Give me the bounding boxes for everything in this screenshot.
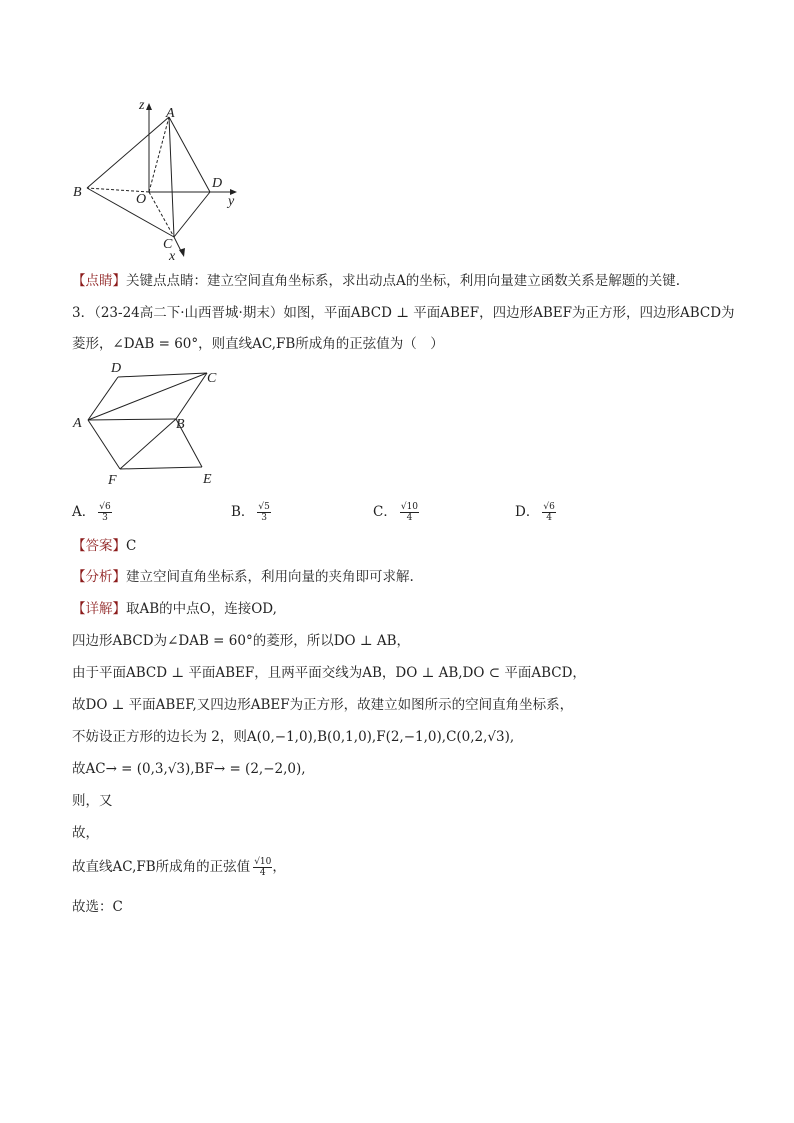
answer-line [72, 536, 136, 556]
detail-line-4: 故DO ⊥ 平面ABEF,又四边形ABEF为正方形，故建立如图所示的空间直角坐标系， [72, 697, 574, 713]
detail-line-5: 不妨设正方形的边长为 2，则A(0,−1,0),B(0,1,0),F(2,−1,0),C(0,2,√3), [72, 729, 515, 745]
edge-DC2 [118, 373, 207, 377]
option-a-fraction [98, 502, 111, 523]
option-c-den: 4 [406, 513, 413, 523]
label-A2: A [73, 416, 82, 431]
option-c-num: √10 [400, 502, 419, 512]
option-a-den: 3 [102, 513, 108, 523]
detail-line-7: 则，又 [72, 793, 113, 809]
option-d [515, 500, 556, 523]
answer-tag: 【答案】 [72, 538, 126, 554]
edge-AD [169, 117, 210, 192]
edge-OA [149, 117, 169, 192]
label-D2: D [111, 361, 122, 376]
edge-AC [169, 117, 174, 237]
label-F2: F [108, 473, 117, 488]
detail-fraction-den: 4 [259, 868, 266, 878]
label-C2: C [207, 371, 217, 386]
question-line-2: 菱形，∠DAB = 60°，则直线AC,FB所成角的正弦值为（ ） [72, 336, 444, 352]
edge-AB2 [88, 419, 176, 420]
label-y: y [228, 194, 235, 209]
option-b-num: √5 [258, 502, 270, 512]
edge-CD [174, 192, 210, 237]
edge-CB2 [176, 373, 207, 419]
tip-text: 关键点点睛：建立空间直角坐标系，求出动点A的坐标，利用向量建立函数关系是解题的关键. [126, 273, 681, 289]
option-d-letter: D． [515, 504, 540, 520]
option-a-letter: A． [72, 504, 96, 520]
edge-AF2 [88, 420, 120, 469]
option-d-num: √6 [543, 502, 555, 512]
label-C: C [163, 237, 173, 252]
option-c-fraction [400, 502, 419, 523]
answer-text: C [126, 538, 137, 554]
label-x: x [169, 249, 176, 264]
label-B2: B [176, 417, 185, 432]
option-d-fraction [542, 502, 555, 523]
detail-text-1: 取AB的中点O，连接OD, [126, 601, 277, 617]
edge-FE2 [120, 467, 202, 469]
z-axis-arrow [146, 103, 152, 110]
tip-tag: 【点睛】 [72, 273, 126, 289]
detail-fraction [253, 857, 272, 878]
question-line-1: 3．（23-24高二下·山西晋城·期末）如图，平面ABCD ⊥ 平面ABEF，四边形ABEF为正方形，四边形ABCD为 [72, 305, 735, 321]
edge-FB2 [120, 419, 176, 469]
detail-line-9 [72, 857, 286, 878]
analysis-line [72, 567, 414, 587]
label-z: z [139, 98, 145, 113]
edge-AC2 [88, 373, 207, 420]
option-b [231, 500, 271, 523]
detail-fraction-num: √10 [254, 857, 272, 867]
option-c-letter: C． [373, 504, 397, 520]
label-B: B [73, 185, 82, 200]
detail-tag: 【详解】 [72, 601, 126, 617]
option-c [373, 500, 419, 523]
option-a [72, 500, 112, 523]
detail-line-2: 四边形ABCD为∠DAB = 60°的菱形，所以DO ⊥ AB， [72, 633, 411, 649]
option-b-fraction [257, 502, 270, 523]
edge-AB [87, 117, 169, 188]
label-E2: E [203, 472, 212, 487]
detail-line-6: 故AC→ = (0,3,√3),BF→ = (2,−2,0), [72, 761, 306, 777]
option-b-den: 3 [261, 513, 268, 523]
edge-BC [87, 188, 174, 237]
label-D: D [212, 176, 223, 191]
analysis-text: 建立空间直角坐标系，利用向量的夹角即可求解. [126, 569, 414, 585]
detail-line-1 [72, 599, 277, 619]
option-a-num: √6 [99, 502, 111, 512]
rhombus-square-figure [70, 360, 230, 488]
analysis-tag: 【分析】 [72, 569, 126, 585]
label-A: A [166, 106, 175, 121]
option-b-letter: B． [231, 504, 255, 520]
detail-text-9: 故直线AC,FB所成角的正弦值 [72, 859, 251, 875]
pyramid-figure [70, 95, 250, 265]
tip-line [72, 271, 680, 291]
detail-line-3: 由于平面ABCD ⊥ 平面ABEF，且两平面交线为AB，DO ⊥ AB,DO ⊂ 平面ABCD， [72, 665, 586, 681]
detail-line-8: 故， [72, 825, 99, 841]
label-O: O [136, 192, 147, 207]
option-d-den: 4 [546, 513, 552, 523]
detail-text-9-end: ， [272, 859, 286, 875]
detail-line-10: 故选：C [72, 899, 123, 915]
